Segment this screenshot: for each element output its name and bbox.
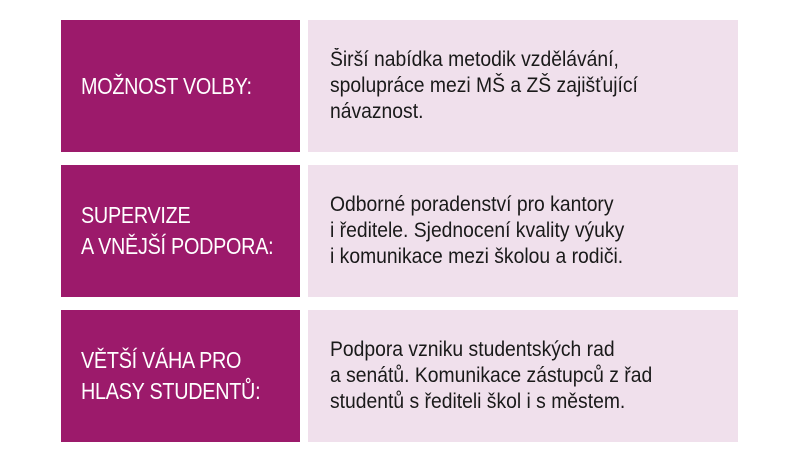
description-line: a senátů. Komunikace zástupců z řad — [330, 364, 653, 387]
label-cell — [61, 310, 300, 442]
row-description — [330, 192, 624, 270]
description-line: Podpora vzniku studentských rad — [330, 338, 615, 361]
label-line: HLASY STUDENTŮ: — [81, 378, 261, 404]
description-line: i komunikace mezi školou a rodiči. — [330, 245, 624, 268]
description-cell — [308, 165, 738, 297]
row-description — [330, 47, 638, 125]
row-label — [81, 71, 252, 102]
row-moznost-volby — [61, 20, 738, 152]
description-line: Širší nabídka metodik vzdělávání, — [330, 48, 619, 71]
row-supervize — [61, 165, 738, 297]
label-cell — [61, 165, 300, 297]
row-description — [330, 337, 652, 415]
description-cell — [308, 310, 738, 442]
description-line: návaznost. — [330, 100, 424, 123]
description-line: Odborné poradenství pro kantory — [330, 193, 614, 216]
label-line: MOŽNOST VOLBY: — [81, 72, 252, 99]
label-line: A VNĚJŠÍ PODPORA: — [81, 233, 274, 259]
row-label — [81, 200, 273, 262]
label-cell — [61, 20, 300, 152]
row-label — [81, 345, 260, 407]
label-line: SUPERVIZE — [81, 202, 191, 228]
description-line: studentů s řediteli škol i s městem. — [330, 390, 626, 413]
description-line: i ředitele. Sjednocení kvality výuky — [330, 219, 625, 242]
description-cell — [308, 20, 738, 152]
label-line: VĚTŠÍ VÁHA PRO — [81, 347, 242, 373]
row-vetsi-vaha — [61, 310, 738, 442]
description-line: spolupráce mezi MŠ a ZŠ zajišťující — [330, 74, 638, 97]
